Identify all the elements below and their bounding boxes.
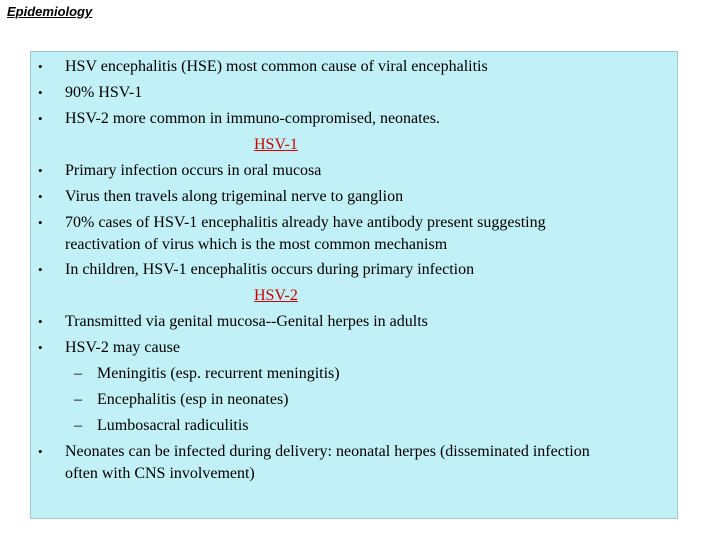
sub-list-item: Lumbosacral radiculitis (97, 417, 249, 434)
dash-icon: – (74, 391, 82, 408)
sub-list-item: Meningitis (esp. recurrent meningitis) (97, 365, 340, 382)
bullet-icon: • (38, 262, 43, 277)
section-heading-hsv1: HSV-1 (254, 136, 298, 153)
bullet-icon: • (38, 314, 43, 329)
content-box (30, 51, 678, 519)
bullet-icon: • (38, 163, 43, 178)
page-title: Epidemiology (7, 4, 93, 19)
list-item: Neonates can be infected during delivery: neonatal herpes (disseminated infection (65, 443, 590, 460)
dash-icon: – (74, 417, 82, 434)
list-item: HSV-2 more common in immuno-compromised, neonates. (65, 110, 440, 127)
dash-icon: – (74, 365, 82, 382)
list-item: HSV encephalitis (HSE) most common cause of viral encephalitis (65, 58, 488, 75)
bullet-icon: • (38, 85, 43, 100)
bullet-icon: • (38, 444, 43, 459)
list-item: In children, HSV-1 encephalitis occurs during primary infection (65, 261, 475, 278)
list-item: 70% cases of HSV-1 encephalitis already have antibody present suggesting (65, 214, 546, 231)
sub-list-item: Encephalitis (esp in neonates) (97, 391, 289, 408)
bullet-icon: • (38, 111, 43, 126)
list-item: Virus then travels along trigeminal nerve to ganglion (65, 188, 404, 205)
list-item-continuation: often with CNS involvement) (65, 465, 255, 482)
list-item: 90% HSV-1 (65, 84, 143, 101)
list-item-continuation: reactivation of virus which is the most common mechanism (65, 236, 448, 253)
list-item: Transmitted via genital mucosa--Genital herpes in adults (65, 313, 428, 330)
bullet-icon: • (38, 189, 43, 204)
bullet-icon: • (38, 215, 43, 230)
list-item: Primary infection occurs in oral mucosa (65, 162, 322, 179)
section-heading-hsv2: HSV-2 (254, 287, 298, 304)
list-item: HSV-2 may cause (65, 339, 180, 356)
bullet-icon: • (38, 59, 43, 74)
bullet-icon: • (38, 340, 43, 355)
